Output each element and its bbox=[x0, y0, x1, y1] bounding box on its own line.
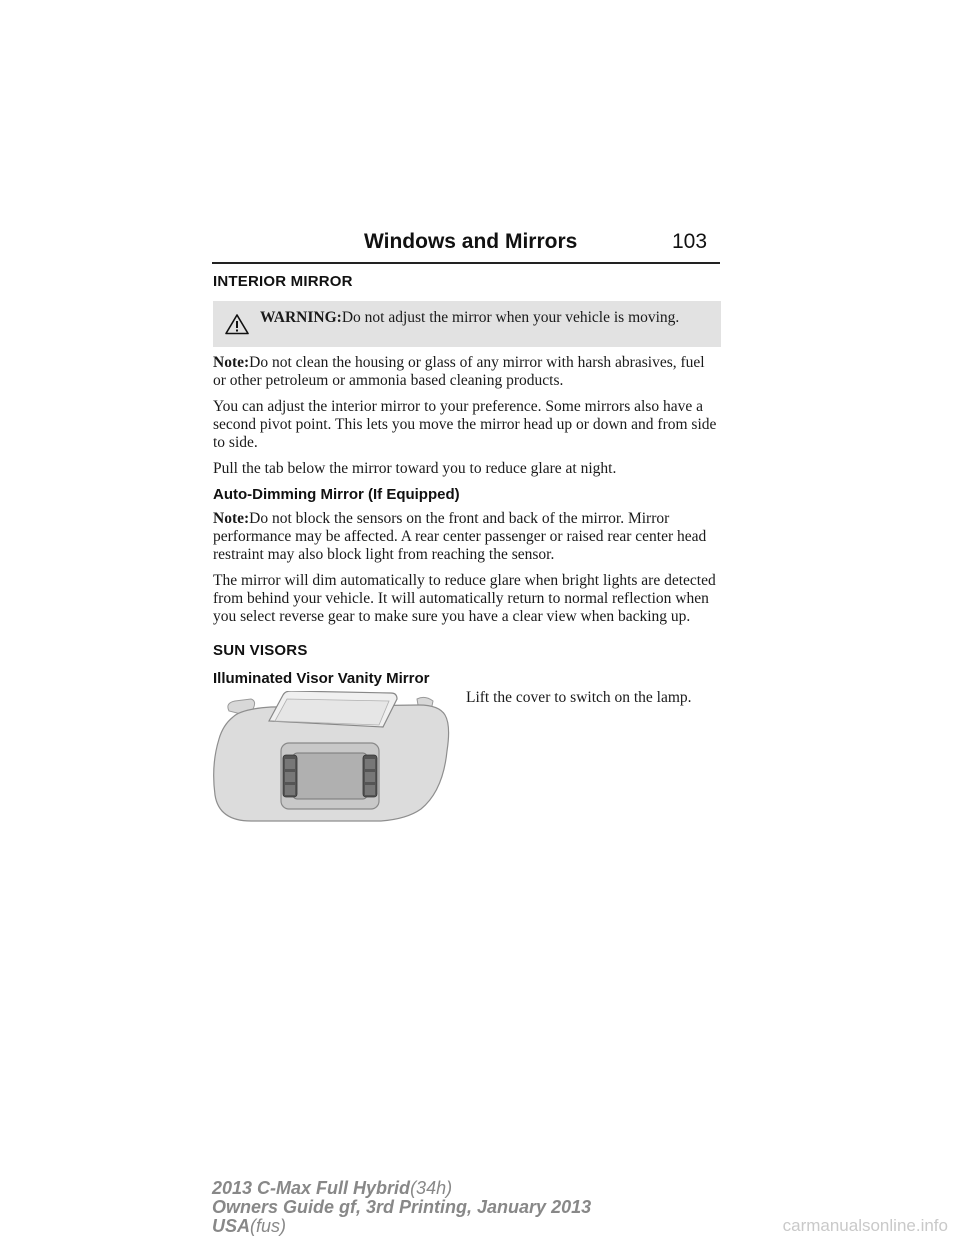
page-content bbox=[213, 273, 721, 829]
note-paragraph bbox=[213, 510, 721, 564]
warning-body: Do not adjust the mirror when your vehicle is moving. bbox=[341, 309, 680, 326]
footer-line-1 bbox=[212, 1179, 591, 1198]
footer-line-3 bbox=[212, 1217, 591, 1236]
footer-market-code: (fus) bbox=[250, 1216, 287, 1236]
sun-visors-heading: SUN VISORS bbox=[213, 642, 308, 659]
warning-box bbox=[213, 301, 721, 347]
note-text: Do not clean the housing or glass of any mirror with harsh abrasives, fuel or other petroleum or ammonia based cleaning products. bbox=[213, 354, 705, 389]
visor-section bbox=[213, 689, 721, 829]
footer-market: USA bbox=[212, 1216, 251, 1236]
page-section-title: Windows and Mirrors bbox=[364, 230, 578, 253]
body-paragraph: Pull the tab below the mirror toward you to reduce glare at night. bbox=[213, 460, 617, 477]
header-divider bbox=[212, 262, 720, 264]
note-label: Note: bbox=[213, 354, 250, 371]
site-watermark: carmanualsonline.info bbox=[782, 1216, 948, 1235]
body-paragraph: You can adjust the interior mirror to your preference. Some mirrors also have a second pivot point. This lets you move the mirror head up or down and from side to side. bbox=[213, 398, 717, 451]
warning-text bbox=[260, 308, 700, 327]
footer-line-2: Owners Guide gf, 3rd Printing, January 2013 bbox=[212, 1197, 592, 1217]
auto-dimming-heading: Auto-Dimming Mirror (If Equipped) bbox=[213, 486, 460, 503]
warning-label: WARNING: bbox=[260, 309, 342, 326]
visor-description: Lift the cover to switch on the lamp. bbox=[466, 689, 692, 706]
body-paragraph: The mirror will dim automatically to reduce glare when bright lights are detected from behind your vehicle. It will automatically return to normal reflection when you select reverse gear to make sure you have a clear view when backing up. bbox=[213, 572, 716, 625]
warning-triangle-icon bbox=[225, 313, 249, 335]
footer-model-code: (34h) bbox=[410, 1178, 453, 1198]
note-label: Note: bbox=[213, 510, 250, 527]
page-number: 103 bbox=[672, 230, 708, 253]
interior-mirror-heading: INTERIOR MIRROR bbox=[213, 273, 353, 290]
note-paragraph bbox=[213, 354, 721, 390]
sun-visor-illustration bbox=[211, 691, 453, 827]
vanity-mirror-heading: Illuminated Visor Vanity Mirror bbox=[213, 670, 430, 687]
document-footer bbox=[212, 1179, 591, 1236]
note-text: Do not block the sensors on the front and back of the mirror. Mirror performance may be affected. A rear center passenger or raised rear center head restraint may also block light from reaching the sensor. bbox=[213, 510, 707, 563]
footer-model: 2013 C-Max Full Hybrid bbox=[212, 1178, 411, 1198]
